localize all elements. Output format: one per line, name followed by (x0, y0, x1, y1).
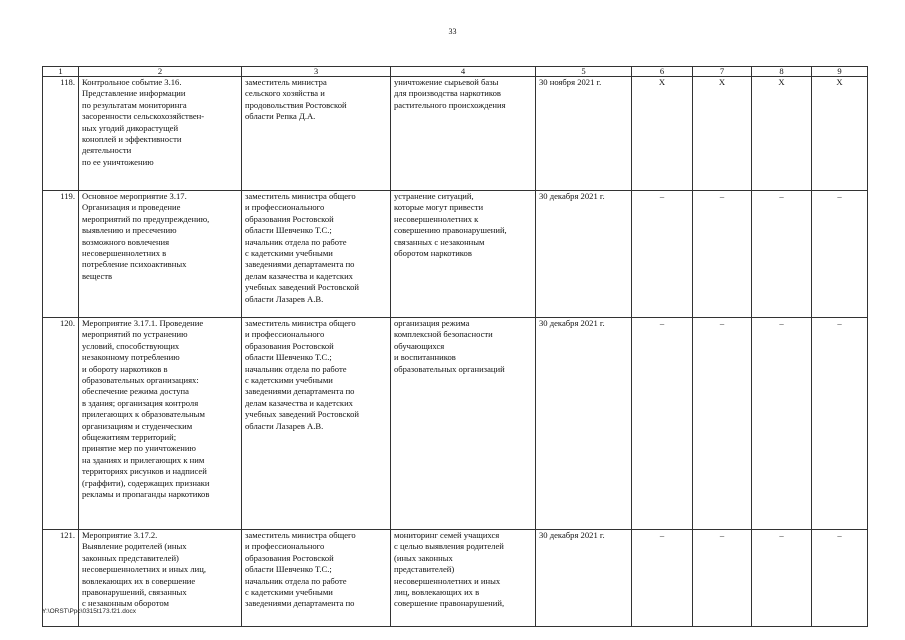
cell-line: продовольствия Ростовской (245, 99, 347, 110)
cell-line: и воспитанников (394, 352, 456, 363)
cell-line: образования Ростовской (245, 213, 334, 224)
cell-line: прилегающих к образовательным (82, 409, 205, 420)
column-header: 5 (536, 67, 632, 77)
table-header-row (43, 67, 868, 77)
responsible-cell (242, 318, 391, 530)
cell-line: законных представителей) (82, 552, 179, 563)
cell-line: принятие мер по уничтожению (82, 443, 196, 454)
cell-line: уничтожение сырьевой базы (394, 77, 499, 87)
cell-line: несовершеннолетних к (394, 213, 479, 224)
column-header: 1 (43, 67, 79, 77)
table-row (43, 530, 868, 627)
cell-line: засоренности сельскохозяйствен- (82, 111, 205, 122)
table-row (43, 318, 868, 530)
cell-line: вовлекающих их в совершение (82, 575, 196, 586)
mark-cell: – (752, 191, 812, 318)
cell-line: в здания; организация контроля (82, 397, 199, 408)
cell-line: делам казачества и кадетских (245, 270, 353, 281)
table-row (43, 77, 868, 191)
cell-line: условий, способствующих (82, 340, 180, 351)
result-cell (391, 191, 536, 318)
cell-line: области Репка Д.А. (245, 111, 316, 122)
cell-line: мониторинг семей учащихся (394, 530, 500, 540)
mark-cell: – (752, 318, 812, 530)
file-path-footer: Y:\ORST\Ppc\0315t173.f21.docx (42, 608, 136, 615)
cell-line: территориях рисунков и надписей (82, 466, 207, 477)
row-number: 118. (43, 77, 79, 191)
cell-line: заведениями департамента по (245, 386, 355, 397)
cell-line: образовательных организаций (394, 363, 505, 374)
mark-cell: – (752, 530, 812, 627)
cell-line: коноплей и эффективности (82, 134, 182, 145)
cell-line: заместитель министра общего (245, 191, 356, 201)
column-header: 6 (632, 67, 693, 77)
cell-line: заместитель министра (245, 77, 327, 87)
cell-line: области Шевченко Т.С.; (245, 564, 332, 575)
cell-line: веществ (82, 270, 113, 281)
cell-line: организация режима (394, 318, 470, 328)
cell-line: по ее уничтожению (82, 156, 154, 167)
cell-line: Представление информации (82, 88, 186, 99)
result-cell (391, 530, 536, 627)
mark-cell: – (693, 191, 752, 318)
cell-line: начальник отдела по работе (245, 575, 347, 586)
mark-cell: – (812, 530, 868, 627)
cell-line: с кадетскими учебными (245, 587, 333, 598)
mark-cell: – (693, 530, 752, 627)
cell-line: растительного происхождения (394, 99, 506, 110)
responsible-cell (242, 191, 391, 318)
cell-line: по результатам мониторинга (82, 99, 187, 110)
event-cell (79, 77, 242, 191)
cell-line: деятельности (82, 145, 132, 156)
date-cell: 30 декабря 2021 г. (536, 191, 632, 318)
cell-line: заместитель министра общего (245, 318, 356, 328)
plan-table (42, 66, 868, 627)
cell-line: организациям и студенческим (82, 420, 193, 431)
cell-line: несовершеннолетних и иных лиц, (82, 564, 206, 575)
result-cell (391, 77, 536, 191)
cell-line: образования Ростовской (245, 340, 334, 351)
column-header: 8 (752, 67, 812, 77)
event-cell (79, 191, 242, 318)
date-cell: 30 декабря 2021 г. (536, 530, 632, 627)
cell-line: области Шевченко Т.С.; (245, 352, 332, 363)
cell-line: с кадетскими учебными (245, 248, 333, 259)
cell-line: учебных заведений Ростовской (245, 282, 359, 293)
cell-line: и профессионального (245, 541, 325, 552)
cell-line: комплексной безопасности (394, 329, 493, 340)
cell-line: (иных законных (394, 552, 453, 563)
cell-line: незаконному потреблению (82, 352, 180, 363)
cell-line: потребление психоактивных (82, 259, 187, 270)
cell-line: учебных заведений Ростовской (245, 409, 359, 420)
mark-cell: X (632, 77, 693, 191)
result-cell (391, 318, 536, 530)
cell-line: начальник отдела по работе (245, 363, 347, 374)
cell-line: начальник отдела по работе (245, 236, 347, 247)
responsible-cell (242, 530, 391, 627)
mark-cell: X (752, 77, 812, 191)
cell-line: мероприятий по устранению (82, 329, 188, 340)
cell-line: сельского хозяйства и (245, 88, 325, 99)
cell-line: устранение ситуаций, (394, 191, 474, 201)
cell-line: области Лазарев А.В. (245, 420, 324, 431)
mark-cell: – (812, 191, 868, 318)
mark-cell: – (812, 318, 868, 530)
row-number: 120. (43, 318, 79, 530)
date-cell: 30 декабря 2021 г. (536, 318, 632, 530)
cell-line: с кадетскими учебными (245, 375, 333, 386)
cell-line: делам казачества и кадетских (245, 397, 353, 408)
cell-line: области Лазарев А.В. (245, 293, 324, 304)
page-number: 33 (448, 27, 457, 36)
table-row (43, 191, 868, 318)
cell-line: представителей) (394, 564, 455, 575)
cell-line: заместитель министра общего (245, 530, 356, 540)
column-header: 7 (693, 67, 752, 77)
cell-line: с целью выявления родителей (394, 541, 504, 552)
cell-line: оборотом наркотиков (394, 248, 472, 259)
mark-cell: X (812, 77, 868, 191)
column-header: 2 (79, 67, 242, 77)
cell-line: Организация и проведение (82, 202, 181, 213)
cell-line: образовательных организациях: (82, 375, 199, 386)
column-header: 4 (391, 67, 536, 77)
mark-cell: – (632, 318, 693, 530)
cell-line: связанных с незаконным (394, 236, 485, 247)
cell-line: несовершеннолетних и иных (394, 575, 501, 586)
cell-line: Мероприятие 3.17.1. Проведение (82, 318, 204, 328)
responsible-cell (242, 77, 391, 191)
cell-line: рекламы и пропаганды наркотиков (82, 489, 210, 500)
mark-cell: – (632, 530, 693, 627)
mark-cell: X (693, 77, 752, 191)
cell-line: с незаконным оборотом (82, 598, 169, 609)
cell-line: и профессионального (245, 329, 325, 340)
row-number: 121. (43, 530, 79, 627)
event-cell (79, 318, 242, 530)
cell-line: мероприятий по предупреждению, (82, 213, 210, 224)
cell-line: Мероприятие 3.17.2. (82, 530, 158, 540)
cell-line: обеспечение режима доступа (82, 386, 189, 397)
cell-line: обучающихся (394, 340, 445, 351)
cell-line: области Шевченко Т.С.; (245, 225, 332, 236)
cell-line: для производства наркотиков (394, 88, 501, 99)
cell-line: Основное мероприятие 3.17. (82, 191, 187, 201)
cell-line: ных угодий дикорастущей (82, 122, 179, 133)
cell-line: (граффити), содержащих признаки (82, 477, 210, 488)
cell-line: которые могут привести (394, 202, 484, 213)
cell-line: выявлению и пресечению (82, 225, 177, 236)
column-header: 9 (812, 67, 868, 77)
cell-line: правонарушений, связанных (82, 587, 187, 598)
mark-cell: – (693, 318, 752, 530)
cell-line: общежитиям территорий; (82, 432, 177, 443)
cell-line: Контрольное событие 3.16. (82, 77, 182, 87)
cell-line: на зданиях и прилегающих к ним (82, 454, 205, 465)
cell-line: совершению правонарушений, (394, 225, 507, 236)
cell-line: совершение правонарушений, (394, 598, 505, 609)
cell-line: возможного вовлечения (82, 236, 170, 247)
cell-line: заведениями департамента по (245, 598, 355, 609)
cell-line: образования Ростовской (245, 552, 334, 563)
cell-line: лиц, вовлекающих их в (394, 587, 480, 598)
date-cell: 30 ноября 2021 г. (536, 77, 632, 191)
cell-line: и профессионального (245, 202, 325, 213)
cell-line: несовершеннолетних в (82, 248, 167, 259)
row-number: 119. (43, 191, 79, 318)
cell-line: Выявление родителей (иных (82, 541, 187, 552)
column-header: 3 (242, 67, 391, 77)
mark-cell: – (632, 191, 693, 318)
cell-line: и обороту наркотиков в (82, 363, 168, 374)
cell-line: заведениями департамента по (245, 259, 355, 270)
